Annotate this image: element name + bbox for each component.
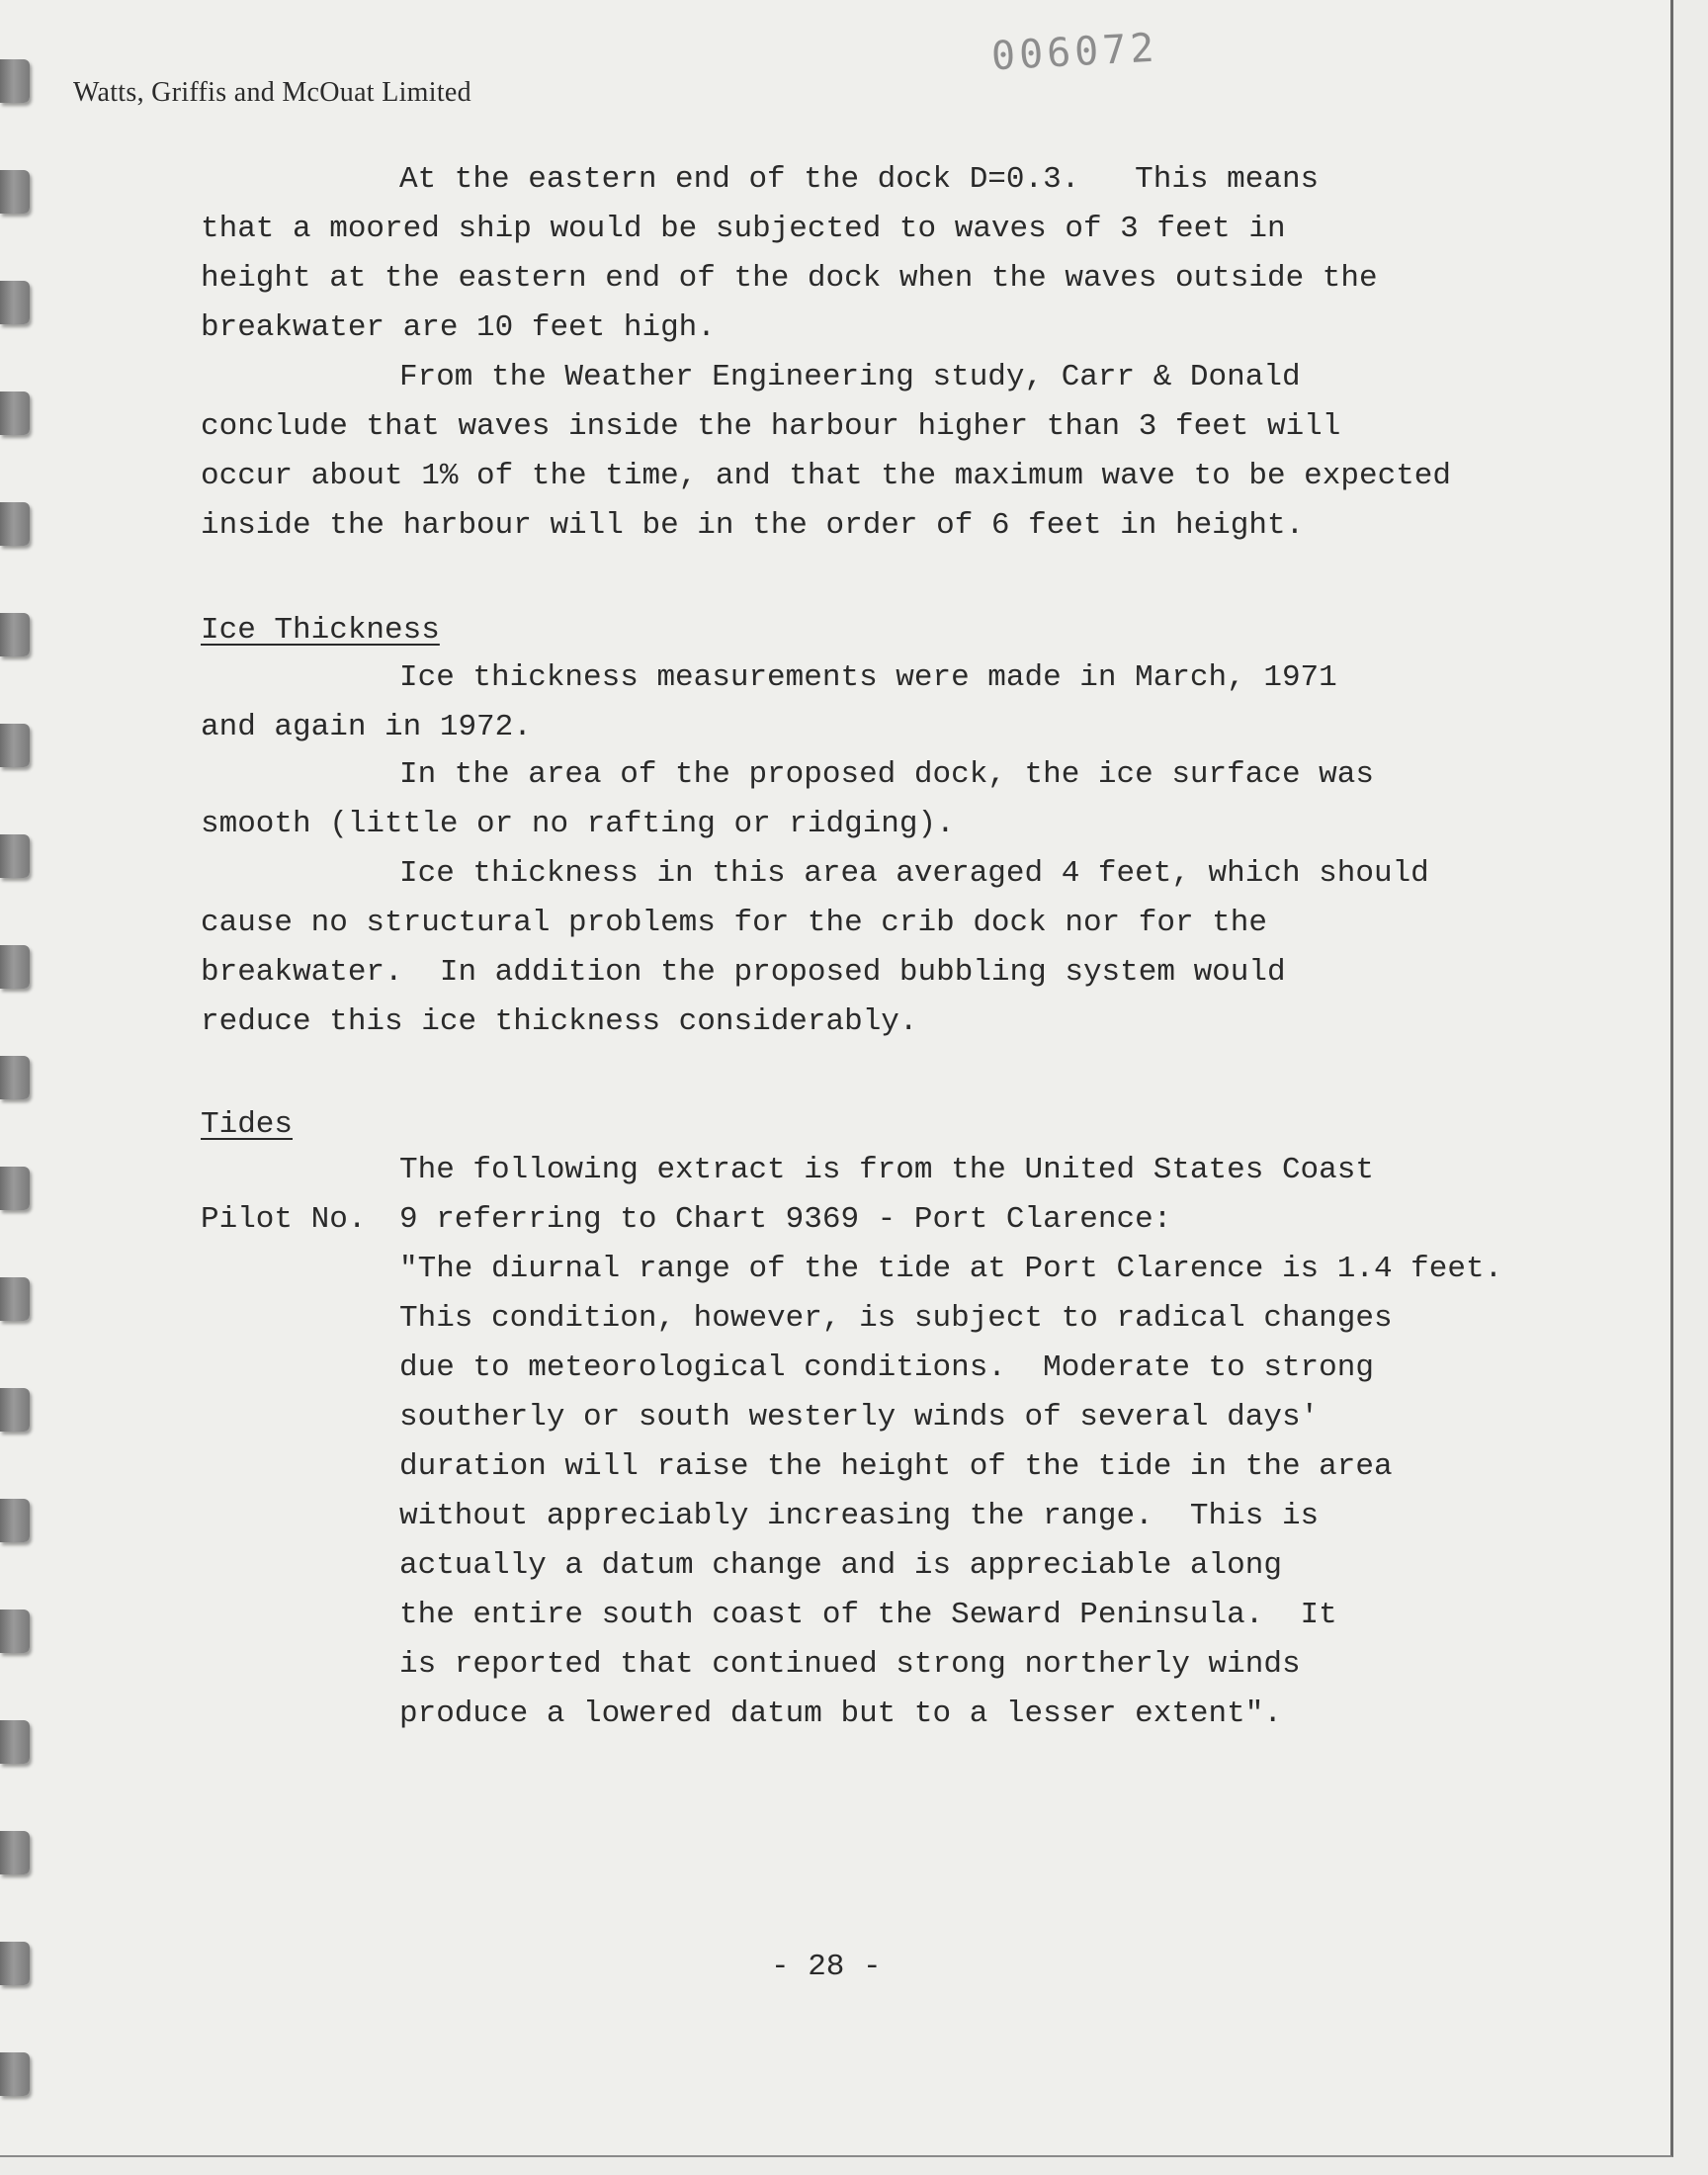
binding-ring <box>0 1942 30 1985</box>
section-heading-tides: Tides <box>201 1107 294 1142</box>
text-line: In the area of the proposed dock, the ice surface was <box>399 757 1374 792</box>
page-number: - 28 - <box>771 1950 882 1984</box>
binding-ring <box>0 392 30 435</box>
binding-ring <box>0 1056 30 1099</box>
quote-line: duration will raise the height of the tide in the area <box>399 1449 1393 1484</box>
text-line: The following extract is from the United States Coast <box>399 1153 1374 1187</box>
binding-ring <box>0 1499 30 1542</box>
text-line: reduce this ice thickness considerably. <box>201 1004 918 1039</box>
quote-line: actually a datum change and is appreciable along <box>399 1548 1282 1583</box>
quote-line: the entire south coast of the Seward Peninsula. It <box>399 1598 1337 1632</box>
section-heading-ice-thickness: Ice Thickness <box>201 613 440 648</box>
text-line: Ice thickness in this area averaged 4 feet, which should <box>399 856 1429 891</box>
text-line: and again in 1972. <box>201 710 532 744</box>
binding-ring <box>0 613 30 656</box>
binding-ring <box>0 724 30 767</box>
text-line: smooth (little or no rafting or ridging). <box>201 807 955 841</box>
company-letterhead: Watts, Griffis and McOuat Limited <box>73 77 471 108</box>
text-line: cause no structural problems for the crib dock nor for the <box>201 906 1267 940</box>
spiral-binding <box>0 59 36 2135</box>
binding-ring <box>0 1831 30 1874</box>
quote-line: This condition, however, is subject to radical changes <box>399 1301 1393 1336</box>
text-line: conclude that waves inside the harbour higher than 3 feet will <box>201 409 1341 444</box>
binding-ring <box>0 1388 30 1432</box>
quote-line: produce a lowered datum but to a lesser extent". <box>399 1696 1282 1731</box>
binding-ring <box>0 945 30 989</box>
text-line: Pilot No. <box>201 1202 367 1237</box>
quote-line: due to meteorological conditions. Moderate to strong <box>399 1350 1374 1385</box>
binding-ring <box>0 1167 30 1210</box>
binding-ring <box>0 1610 30 1653</box>
quote-line: is reported that continued strong northerly winds <box>399 1647 1301 1682</box>
document-number-stamp: 006072 <box>989 25 1159 80</box>
text-line: At the eastern end of the dock D=0.3. This means <box>399 162 1320 197</box>
text-line: Ice thickness measurements were made in March, 1971 <box>399 660 1337 695</box>
binding-ring <box>0 59 30 103</box>
binding-ring <box>0 834 30 878</box>
text-line: From the Weather Engineering study, Carr & Donald <box>399 360 1301 394</box>
binding-ring <box>0 1720 30 1764</box>
quote-line: "The diurnal range of the tide at Port Clarence is 1.4 feet. <box>399 1252 1503 1286</box>
quote-line: without appreciably increasing the range. This is <box>399 1499 1320 1533</box>
binding-ring <box>0 281 30 324</box>
text-line: inside the harbour will be in the order of 6 feet in height. <box>201 508 1305 543</box>
quote-line: southerly or south westerly winds of several days' <box>399 1400 1320 1435</box>
text-line: height at the eastern end of the dock when the waves outside the <box>201 261 1378 296</box>
binding-ring <box>0 170 30 214</box>
text-line: breakwater. In addition the proposed bubbling system would <box>201 955 1286 990</box>
binding-ring <box>0 2052 30 2096</box>
text-line: breakwater are 10 feet high. <box>201 310 716 345</box>
text-line: that a moored ship would be subjected to waves of 3 feet in <box>201 212 1286 246</box>
text-line: 9 referring to Chart 9369 - Port Clarence: <box>399 1202 1172 1237</box>
text-line: occur about 1% of the time, and that the maximum wave to be expected <box>201 459 1452 493</box>
binding-ring <box>0 502 30 546</box>
binding-ring <box>0 1277 30 1321</box>
